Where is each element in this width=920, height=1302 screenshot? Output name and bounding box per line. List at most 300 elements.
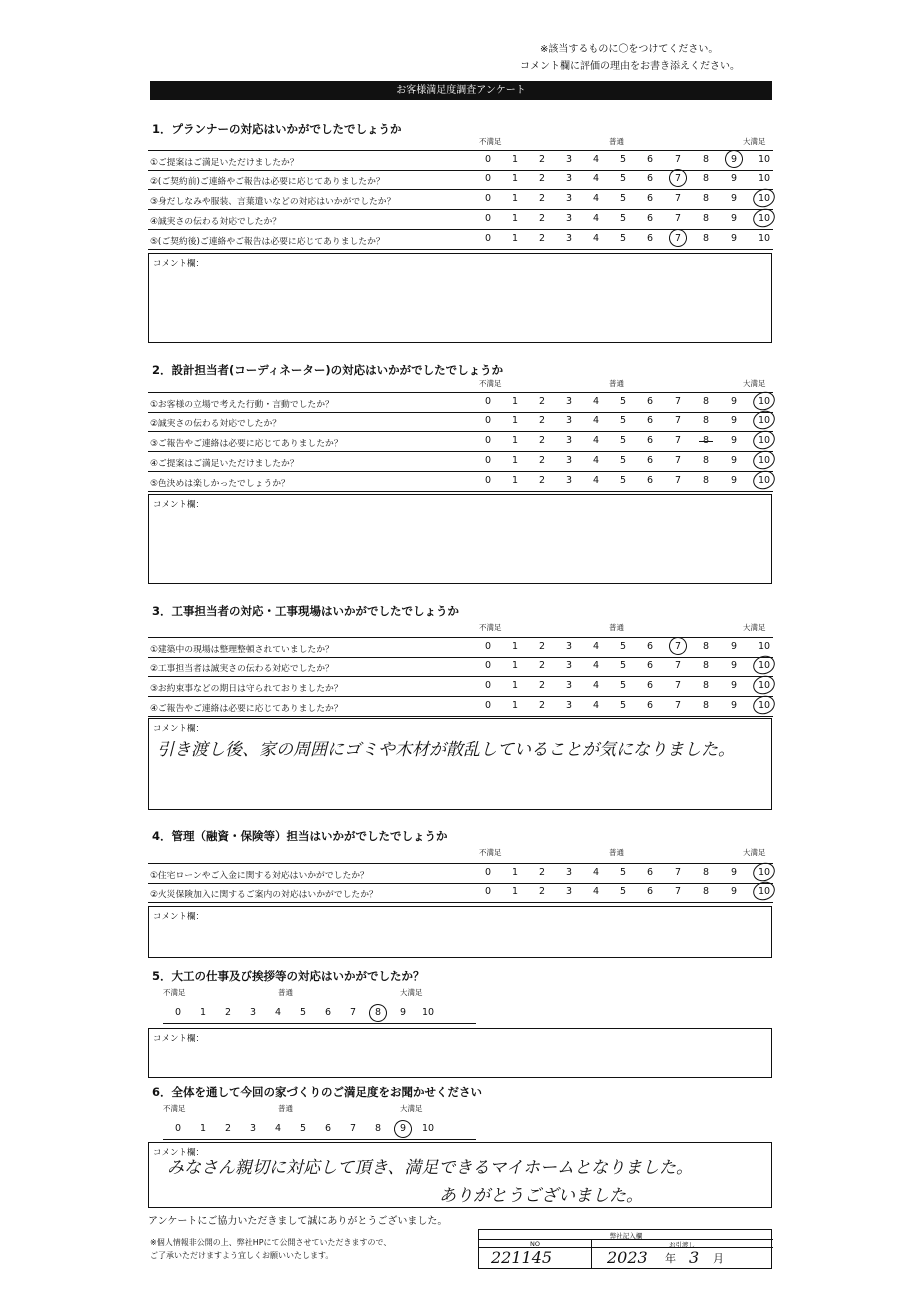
rating-option-6[interactable]: 6	[324, 1123, 332, 1134]
scale-label-low: 不満足	[479, 379, 502, 388]
comment-label: コメント欄：	[153, 259, 205, 269]
rating-option-6[interactable]: 6	[646, 475, 654, 486]
privacy-note-1: ※個人情報非公開の上、弊社HPにて公開させていただきますので、	[150, 1238, 392, 1247]
question-text: ②誠実さの伝わる対応でしたか？	[150, 419, 282, 429]
rating-option-0[interactable]: 0	[484, 475, 492, 486]
selected-rating-circle	[751, 186, 778, 210]
rating-option-8[interactable]: 8	[702, 213, 710, 224]
rating-option-5[interactable]: 5	[619, 415, 627, 426]
question-row	[148, 677, 773, 697]
rating-option-5[interactable]: 5	[619, 233, 627, 244]
rating-option-1[interactable]: 1	[511, 867, 519, 878]
selected-rating-circle	[391, 1117, 414, 1140]
selected-rating-circle	[722, 147, 745, 170]
scale-label-high: 大満足	[743, 848, 766, 857]
rating-option-10[interactable]: 10	[757, 173, 771, 184]
year-unit: 年	[665, 1252, 676, 1265]
rating-option-2[interactable]: 2	[538, 193, 546, 204]
rating-option-7[interactable]: 7	[674, 213, 682, 224]
selected-rating-circle	[751, 448, 778, 472]
rating-option-5[interactable]: 5	[619, 641, 627, 652]
office-use-box	[478, 1229, 772, 1269]
rating-option-1[interactable]: 1	[511, 641, 519, 652]
rating-option-8[interactable]: 8	[374, 1123, 382, 1134]
office-use-heading: 弊社記入欄	[609, 1232, 643, 1240]
rating-option-0[interactable]: 0	[484, 660, 492, 671]
rating-option-9[interactable]: 9	[730, 700, 738, 711]
rating-option-5[interactable]: 5	[619, 435, 627, 446]
rating-option-9[interactable]: 9	[730, 475, 738, 486]
rating-option-7[interactable]: 7	[674, 435, 682, 446]
rating-option-3[interactable]: 3	[565, 154, 573, 165]
rating-option-6[interactable]: 6	[646, 193, 654, 204]
selected-rating-circle	[751, 693, 778, 717]
scale-label-low: 不満足	[479, 623, 502, 632]
rating-option-5[interactable]: 5	[299, 1007, 307, 1018]
rating-option-4[interactable]: 4	[592, 154, 600, 165]
scale-label-mid: 普通	[278, 1104, 293, 1113]
rating-option-2[interactable]: 2	[224, 1123, 232, 1134]
comment-label: コメント欄：	[153, 1148, 205, 1158]
rating-option-0[interactable]: 0	[174, 1123, 182, 1134]
rating-option-10[interactable]: 10	[757, 867, 771, 878]
selected-rating-circle	[751, 428, 778, 452]
privacy-note-2: ご了承いただけますよう宜しくお願いいたします。	[150, 1251, 334, 1260]
rating-option-5[interactable]: 5	[619, 154, 627, 165]
rating-option-6[interactable]: 6	[646, 886, 654, 897]
rating-option-10[interactable]: 10	[757, 660, 771, 671]
selected-rating-circle	[666, 226, 689, 249]
question-row	[148, 392, 773, 413]
scale-label-low: 不満足	[479, 137, 502, 146]
handwritten-comment: 引き渡し後、家の周囲にゴミや木材が散乱していることが気になりました。	[157, 740, 735, 760]
rating-option-7[interactable]: 7	[674, 475, 682, 486]
rating-option-4[interactable]: 4	[592, 173, 600, 184]
rating-option-0[interactable]: 0	[484, 396, 492, 407]
scale-label-low: 不満足	[163, 988, 186, 997]
rating-option-1[interactable]: 1	[511, 886, 519, 897]
rating-option-2[interactable]: 2	[538, 700, 546, 711]
rating-row	[163, 1122, 476, 1140]
rating-option-6[interactable]: 6	[646, 867, 654, 878]
rating-option-6[interactable]: 6	[646, 154, 654, 165]
scale-label-high: 大満足	[400, 1104, 423, 1113]
rating-option-8[interactable]: 8	[374, 1007, 382, 1018]
rating-option-9[interactable]: 9	[730, 867, 738, 878]
rating-option-1[interactable]: 1	[199, 1123, 207, 1134]
rating-option-10[interactable]: 10	[757, 435, 771, 446]
scale-label-mid: 普通	[609, 379, 624, 388]
rating-option-0[interactable]: 0	[484, 700, 492, 711]
rating-option-3[interactable]: 3	[565, 233, 573, 244]
selected-rating-circle	[751, 206, 778, 230]
rating-option-8[interactable]: 8	[702, 660, 710, 671]
rating-option-2[interactable]: 2	[538, 660, 546, 671]
question-row	[148, 210, 773, 230]
rating-row	[163, 1006, 476, 1024]
rating-option-5[interactable]: 5	[619, 680, 627, 691]
rating-option-5[interactable]: 5	[619, 396, 627, 407]
rating-option-0[interactable]: 0	[484, 455, 492, 466]
rating-option-8[interactable]: 8	[702, 475, 710, 486]
section-title: 5．大工の仕事及び挨拶等の対応はいかがでしたか？	[152, 969, 425, 983]
scale-label-high: 大満足	[743, 623, 766, 632]
rating-option-7[interactable]: 7	[674, 886, 682, 897]
instruction-note-2: コメント欄に評価の理由をお書き添えください。	[520, 61, 740, 72]
rating-option-4[interactable]: 4	[592, 660, 600, 671]
scale-label-low: 不満足	[163, 1104, 186, 1113]
question-text: ⑤(ご契約後)ご連絡やご報告は必要に応じてありましたか？	[150, 237, 385, 247]
rating-option-9[interactable]: 9	[399, 1123, 407, 1134]
question-text: ⑤色決めは楽しかったでしょうか？	[150, 479, 290, 489]
rating-option-9[interactable]: 9	[730, 660, 738, 671]
rating-option-9[interactable]: 9	[730, 680, 738, 691]
rating-option-8[interactable]: 8	[702, 455, 710, 466]
rating-option-3[interactable]: 3	[249, 1007, 257, 1018]
rating-option-10[interactable]: 10	[421, 1123, 435, 1134]
question-text: ③ご報告やご連絡は必要に応じてありましたか？	[150, 439, 343, 449]
rating-option-2[interactable]: 2	[538, 680, 546, 691]
rating-option-1[interactable]: 1	[511, 680, 519, 691]
rating-option-1[interactable]: 1	[511, 415, 519, 426]
struck-rating-mark	[699, 441, 713, 442]
scale-label-mid: 普通	[609, 137, 624, 146]
rating-option-3[interactable]: 3	[565, 415, 573, 426]
rating-option-2[interactable]: 2	[538, 475, 546, 486]
rating-option-0[interactable]: 0	[484, 233, 492, 244]
rating-option-4[interactable]: 4	[592, 233, 600, 244]
rating-option-6[interactable]: 6	[646, 641, 654, 652]
scale-label-mid: 普通	[609, 623, 624, 632]
rating-option-4[interactable]: 4	[592, 396, 600, 407]
question-row	[148, 170, 773, 190]
selected-rating-circle	[751, 879, 778, 903]
rating-option-10[interactable]: 10	[421, 1007, 435, 1018]
scale-label-mid: 普通	[278, 988, 293, 997]
question-row	[148, 883, 773, 903]
rating-option-6[interactable]: 6	[646, 213, 654, 224]
question-row	[148, 472, 773, 492]
comment-box[interactable]	[148, 253, 772, 343]
rating-option-3[interactable]: 3	[565, 867, 573, 878]
question-text: ①建築中の現場は整理整頓されていましたか？	[150, 645, 334, 655]
question-text: ④誠実さの伝わる対応でしたか？	[150, 217, 282, 227]
comment-label: コメント欄：	[153, 1034, 205, 1044]
rating-option-5[interactable]: 5	[619, 867, 627, 878]
rating-option-5[interactable]: 5	[619, 700, 627, 711]
rating-option-5[interactable]: 5	[619, 173, 627, 184]
rating-option-10[interactable]: 10	[757, 455, 771, 466]
rating-option-9[interactable]: 9	[730, 233, 738, 244]
rating-option-4[interactable]: 4	[592, 475, 600, 486]
rating-option-7[interactable]: 7	[674, 173, 682, 184]
rating-option-3[interactable]: 3	[565, 173, 573, 184]
rating-option-4[interactable]: 4	[592, 680, 600, 691]
question-row	[148, 412, 773, 432]
question-row	[148, 190, 773, 210]
rating-option-0[interactable]: 0	[484, 154, 492, 165]
rating-option-8[interactable]: 8	[702, 233, 710, 244]
thanks-text: アンケートにご協力いただきまして誠にありがとうございました。	[148, 1216, 448, 1227]
instruction-note-1: ※該当するものに〇をつけてください。	[540, 44, 719, 55]
rating-option-9[interactable]: 9	[730, 435, 738, 446]
rating-option-9[interactable]: 9	[730, 173, 738, 184]
question-text: ②工事担当者は誠実さの伝わる対応でしたか？	[150, 664, 334, 674]
rating-option-0[interactable]: 0	[174, 1007, 182, 1018]
selected-rating-circle	[366, 1001, 389, 1024]
customer-number: 221145	[491, 1248, 553, 1267]
rating-option-1[interactable]: 1	[511, 213, 519, 224]
rating-option-7[interactable]: 7	[674, 233, 682, 244]
question-text: ②(ご契約前)ご連絡やご報告は必要に応じてありましたか？	[150, 177, 385, 187]
rating-option-9[interactable]: 9	[730, 455, 738, 466]
selected-rating-circle	[666, 634, 689, 657]
question-text: ①住宅ローンやご入金に関する対応はいかがでしたか？	[150, 871, 369, 881]
rating-option-4[interactable]: 4	[592, 455, 600, 466]
rating-option-2[interactable]: 2	[224, 1007, 232, 1018]
rating-option-10[interactable]: 10	[757, 233, 771, 244]
handwritten-comment-line-1: みなさん親切に対応して頂き、満足できるマイホームとなりました。	[167, 1158, 693, 1178]
rating-option-1[interactable]: 1	[511, 660, 519, 671]
rating-option-0[interactable]: 0	[484, 213, 492, 224]
rating-option-0[interactable]: 0	[484, 886, 492, 897]
question-text: ④ご報告やご連絡は必要に応じてありましたか？	[150, 704, 343, 714]
rating-option-4[interactable]: 4	[592, 886, 600, 897]
rating-option-7[interactable]: 7	[349, 1123, 357, 1134]
rating-option-9[interactable]: 9	[730, 154, 738, 165]
rating-option-10[interactable]: 10	[757, 396, 771, 407]
rating-option-2[interactable]: 2	[538, 396, 546, 407]
handwritten-comment-line-2: ありがとうございました。	[439, 1186, 643, 1206]
rating-option-8[interactable]: 8	[702, 886, 710, 897]
question-text: ①ご提案はご満足いただけましたか？	[150, 158, 299, 168]
rating-option-1[interactable]: 1	[511, 193, 519, 204]
rating-option-9[interactable]: 9	[399, 1007, 407, 1018]
selected-rating-circle	[751, 673, 778, 697]
rating-option-8[interactable]: 8	[702, 415, 710, 426]
rating-option-7[interactable]: 7	[674, 154, 682, 165]
question-row	[148, 230, 773, 250]
handover-year: 2023	[607, 1248, 648, 1267]
rating-option-3[interactable]: 3	[565, 435, 573, 446]
no-label: NO	[530, 1240, 540, 1248]
handover-month: 3	[689, 1248, 700, 1267]
rating-option-1[interactable]: 1	[511, 173, 519, 184]
rating-option-1[interactable]: 1	[511, 154, 519, 165]
comment-box[interactable]	[148, 906, 772, 958]
rating-option-1[interactable]: 1	[511, 396, 519, 407]
rating-option-10[interactable]: 10	[757, 680, 771, 691]
selected-rating-circle	[751, 408, 778, 432]
rating-option-8[interactable]: 8	[702, 867, 710, 878]
rating-option-10[interactable]: 10	[757, 700, 771, 711]
rating-option-3[interactable]: 3	[565, 660, 573, 671]
rating-option-3[interactable]: 3	[565, 680, 573, 691]
rating-option-2[interactable]: 2	[538, 886, 546, 897]
comment-label: コメント欄：	[153, 500, 205, 510]
rating-option-4[interactable]: 4	[592, 193, 600, 204]
scale-label-high: 大満足	[400, 988, 423, 997]
rating-option-4[interactable]: 4	[592, 641, 600, 652]
rating-option-10[interactable]: 10	[757, 193, 771, 204]
section-title: 3．工事担当者の対応・工事現場はいかがでしたでしょうか	[152, 604, 459, 618]
question-text: ③お約束事などの期日は守られておりましたか？	[150, 684, 343, 694]
rating-option-8[interactable]: 8	[702, 193, 710, 204]
rating-option-6[interactable]: 6	[646, 455, 654, 466]
section-title: 4．管理（融資・保険等）担当はいかがでしたでしょうか	[152, 829, 448, 843]
rating-option-2[interactable]: 2	[538, 641, 546, 652]
rating-option-1[interactable]: 1	[511, 475, 519, 486]
rating-option-10[interactable]: 10	[757, 415, 771, 426]
rating-option-2[interactable]: 2	[538, 867, 546, 878]
question-text: ④ご提案はご満足いただけましたか？	[150, 459, 299, 469]
rating-option-2[interactable]: 2	[538, 173, 546, 184]
rating-option-7[interactable]: 7	[674, 641, 682, 652]
comment-label: コメント欄：	[153, 724, 205, 734]
question-text: ②火災保険加入に関するご案内の対応はいかがでしたか？	[150, 890, 378, 900]
rating-option-3[interactable]: 3	[565, 886, 573, 897]
rating-option-8[interactable]: 8	[702, 173, 710, 184]
rating-option-3[interactable]: 3	[565, 396, 573, 407]
rating-option-9[interactable]: 9	[730, 415, 738, 426]
rating-option-2[interactable]: 2	[538, 233, 546, 244]
rating-option-1[interactable]: 1	[511, 233, 519, 244]
rating-option-3[interactable]: 3	[565, 213, 573, 224]
rating-option-7[interactable]: 7	[349, 1007, 357, 1018]
rating-option-6[interactable]: 6	[646, 396, 654, 407]
rating-option-1[interactable]: 1	[511, 455, 519, 466]
rating-option-7[interactable]: 7	[674, 700, 682, 711]
question-row	[148, 657, 773, 677]
comment-box[interactable]	[148, 494, 772, 584]
rating-option-9[interactable]: 9	[730, 213, 738, 224]
rating-option-3[interactable]: 3	[249, 1123, 257, 1134]
rating-option-7[interactable]: 7	[674, 660, 682, 671]
rating-option-2[interactable]: 2	[538, 455, 546, 466]
rating-option-4[interactable]: 4	[274, 1123, 282, 1134]
rating-option-3[interactable]: 3	[565, 455, 573, 466]
rating-option-8[interactable]: 8	[702, 680, 710, 691]
rating-option-7[interactable]: 7	[674, 867, 682, 878]
rating-option-7[interactable]: 7	[674, 680, 682, 691]
survey-title: お客様満足度調査アンケート	[150, 81, 772, 100]
rating-option-4[interactable]: 4	[592, 415, 600, 426]
rating-option-6[interactable]: 6	[646, 435, 654, 446]
rating-option-10[interactable]: 10	[757, 641, 771, 652]
rating-option-4[interactable]: 4	[592, 435, 600, 446]
rating-option-8[interactable]: 8	[702, 396, 710, 407]
rating-option-8[interactable]: 8	[702, 154, 710, 165]
rating-option-4[interactable]: 4	[592, 213, 600, 224]
rating-option-0[interactable]: 0	[484, 680, 492, 691]
rating-option-5[interactable]: 5	[619, 660, 627, 671]
rating-option-4[interactable]: 4	[592, 867, 600, 878]
question-row	[148, 452, 773, 472]
rating-option-5[interactable]: 5	[619, 886, 627, 897]
comment-box[interactable]	[148, 718, 772, 810]
rating-option-8[interactable]: 8	[702, 700, 710, 711]
rating-option-10[interactable]: 10	[757, 213, 771, 224]
rating-option-5[interactable]: 5	[299, 1123, 307, 1134]
rating-option-10[interactable]: 10	[757, 154, 771, 165]
rating-option-2[interactable]: 2	[538, 415, 546, 426]
scale-label-mid: 普通	[609, 848, 624, 857]
question-row	[148, 863, 773, 884]
rating-option-8[interactable]: 8	[702, 435, 710, 446]
rating-option-0[interactable]: 0	[484, 415, 492, 426]
rating-option-3[interactable]: 3	[565, 700, 573, 711]
comment-box[interactable]	[148, 1028, 772, 1078]
question-row	[148, 432, 773, 452]
rating-option-4[interactable]: 4	[592, 700, 600, 711]
rating-option-10[interactable]: 10	[757, 475, 771, 486]
rating-option-9[interactable]: 9	[730, 641, 738, 652]
selected-rating-circle	[751, 653, 778, 677]
comment-box[interactable]	[148, 1142, 772, 1208]
rating-option-10[interactable]: 10	[757, 886, 771, 897]
month-unit: 月	[713, 1252, 724, 1265]
scale-label-high: 大満足	[743, 137, 766, 146]
comment-label: コメント欄：	[153, 912, 205, 922]
rating-option-6[interactable]: 6	[646, 233, 654, 244]
section-title: 6．全体を通して今回の家づくりのご満足度をお聞かせください	[152, 1085, 482, 1099]
rating-option-0[interactable]: 0	[484, 435, 492, 446]
rating-option-9[interactable]: 9	[730, 396, 738, 407]
selected-rating-circle	[666, 166, 689, 189]
selected-rating-circle	[751, 468, 778, 492]
question-text: ③身だしなみや服装、言葉遣いなどの対応はいかがでしたか？	[150, 197, 396, 207]
rating-option-1[interactable]: 1	[199, 1007, 207, 1018]
rating-option-3[interactable]: 3	[565, 641, 573, 652]
rating-option-1[interactable]: 1	[511, 700, 519, 711]
rating-option-7[interactable]: 7	[674, 193, 682, 204]
scale-label-high: 大満足	[743, 379, 766, 388]
rating-option-9[interactable]: 9	[730, 886, 738, 897]
rating-option-5[interactable]: 5	[619, 475, 627, 486]
rating-option-7[interactable]: 7	[674, 455, 682, 466]
rating-option-6[interactable]: 6	[646, 680, 654, 691]
rating-option-3[interactable]: 3	[565, 475, 573, 486]
rating-option-6[interactable]: 6	[646, 173, 654, 184]
rating-option-2[interactable]: 2	[538, 435, 546, 446]
scale-label-low: 不満足	[479, 848, 502, 857]
rating-option-9[interactable]: 9	[730, 193, 738, 204]
handover-label: お引渡し	[669, 1241, 695, 1249]
rating-option-8[interactable]: 8	[702, 641, 710, 652]
rating-option-6[interactable]: 6	[646, 415, 654, 426]
rating-option-0[interactable]: 0	[484, 867, 492, 878]
question-row	[148, 637, 773, 658]
rating-option-0[interactable]: 0	[484, 173, 492, 184]
rating-option-7[interactable]: 7	[674, 396, 682, 407]
rating-option-0[interactable]: 0	[484, 193, 492, 204]
section-title: 1．プランナーの対応はいかがでしたでしょうか	[152, 122, 402, 136]
rating-option-6[interactable]: 6	[646, 660, 654, 671]
rating-option-2[interactable]: 2	[538, 154, 546, 165]
rating-option-0[interactable]: 0	[484, 641, 492, 652]
rating-option-4[interactable]: 4	[274, 1007, 282, 1018]
question-row	[148, 697, 773, 717]
rating-option-3[interactable]: 3	[565, 193, 573, 204]
rating-option-5[interactable]: 5	[619, 455, 627, 466]
rating-option-5[interactable]: 5	[619, 213, 627, 224]
rating-option-1[interactable]: 1	[511, 435, 519, 446]
rating-option-5[interactable]: 5	[619, 193, 627, 204]
rating-option-2[interactable]: 2	[538, 213, 546, 224]
rating-option-6[interactable]: 6	[324, 1007, 332, 1018]
rating-option-6[interactable]: 6	[646, 700, 654, 711]
rating-option-7[interactable]: 7	[674, 415, 682, 426]
